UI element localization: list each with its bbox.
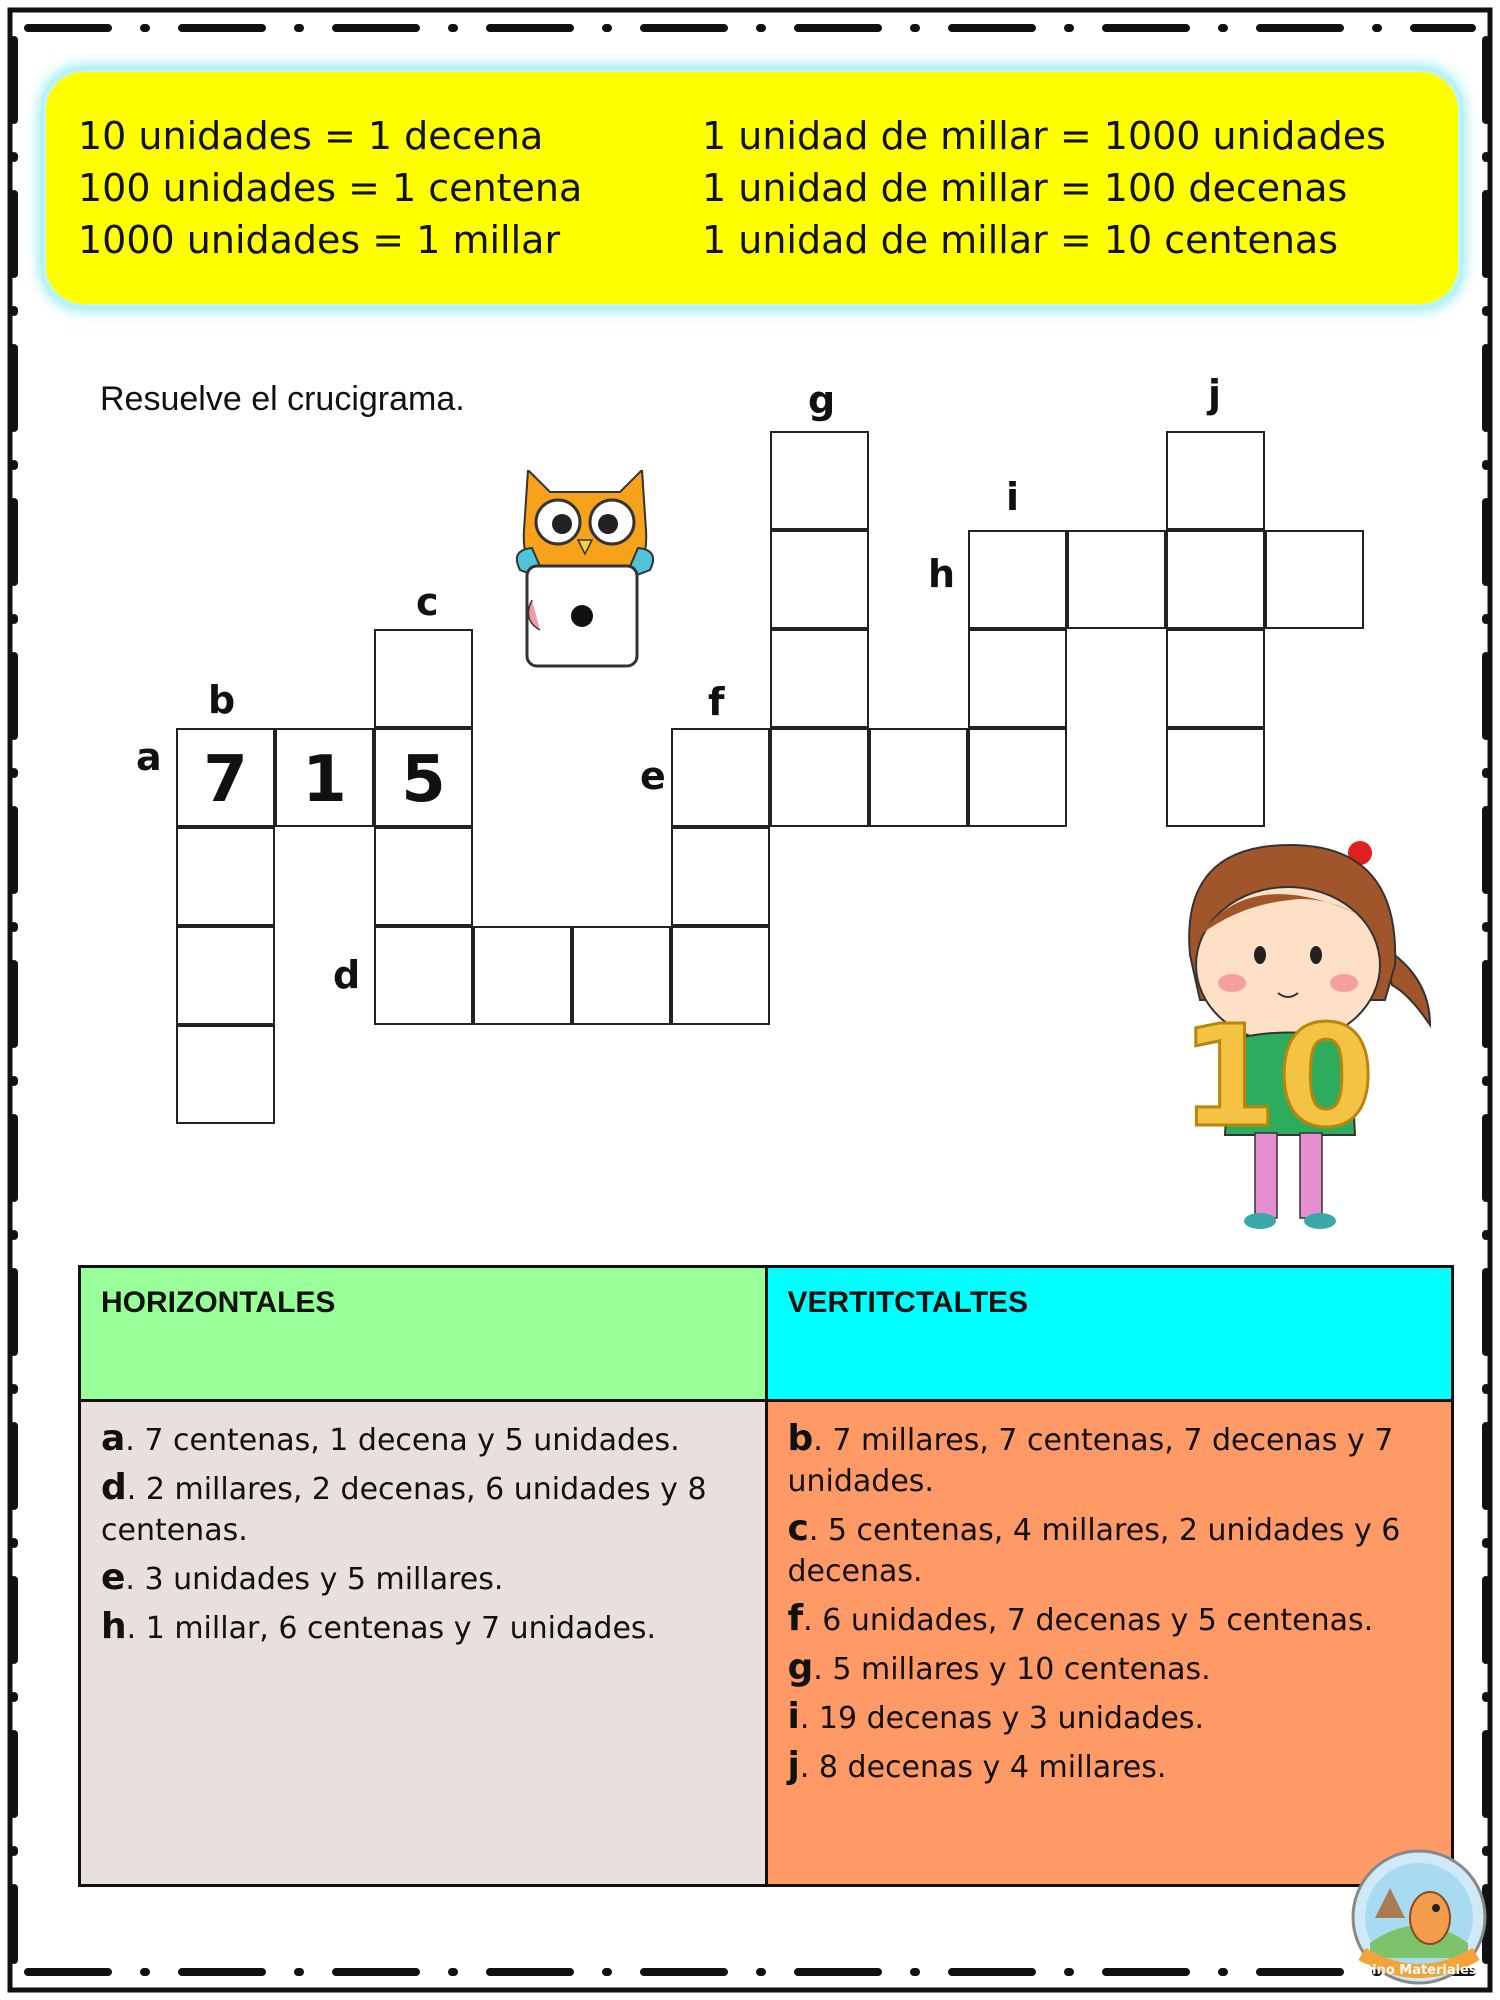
crossword-cell[interactable]	[968, 530, 1067, 629]
crossword-label-b: b	[208, 678, 236, 722]
clue-item	[101, 1557, 749, 1600]
crossword-filled-digit: 1	[302, 743, 347, 817]
crossword-cell[interactable]	[176, 926, 275, 1025]
crossword-label-a: a	[136, 735, 162, 779]
crossword-cell[interactable]	[1166, 728, 1265, 827]
crossword-label-d: d	[333, 953, 361, 997]
crossword-cell[interactable]	[671, 728, 770, 827]
girl-illustration	[1160, 825, 1440, 1235]
horizontal-clue-list	[101, 1418, 749, 1649]
clue-item	[101, 1418, 749, 1461]
horizontal-header-cell	[80, 1267, 767, 1401]
crossword-cell[interactable]	[770, 629, 869, 728]
crossword-label-g: g	[808, 378, 836, 422]
dino-materiales-logo	[1350, 1848, 1488, 1986]
clue-item	[101, 1467, 749, 1551]
clue-letter: h	[101, 1606, 127, 1647]
clue-letter: b	[787, 1418, 814, 1459]
vertical-header: VERTITCTALTES	[787, 1286, 1029, 1319]
clue-text: . 3 unidades y 5 millares.	[125, 1562, 504, 1597]
crossword-label-h: h	[928, 552, 956, 596]
crossword-cell[interactable]	[968, 629, 1067, 728]
equivalence-left-1: 10 unidades = 1 decena	[78, 114, 544, 158]
clue-item	[788, 1647, 1436, 1690]
crossword-cell[interactable]	[473, 926, 572, 1025]
equivalence-right-3: 1 unidad de millar = 10 centenas	[702, 218, 1338, 262]
clue-text: . 7 millares, 7 centenas, 7 decenas y 7 unidades.	[787, 1423, 1394, 1499]
crossword-cell[interactable]	[374, 629, 473, 728]
clue-letter: j	[787, 1745, 800, 1786]
instruction-text: Resuelve el crucigrama.	[100, 380, 465, 418]
crossword-cell[interactable]	[572, 926, 671, 1025]
crossword-cell[interactable]	[671, 827, 770, 926]
crossword-label-f: f	[708, 680, 725, 724]
clue-text: . 1 millar, 6 centenas y 7 unidades.	[126, 1611, 657, 1646]
clue-letter: g	[787, 1647, 814, 1688]
clue-item	[788, 1418, 1436, 1502]
clue-text: . 7 centenas, 1 decena y 5 unidades.	[125, 1423, 680, 1458]
clue-text: . 19 decenas y 3 unidades.	[799, 1701, 1205, 1736]
crossword-cell[interactable]	[770, 431, 869, 530]
equivalence-right-1: 1 unidad de millar = 1000 unidades	[702, 114, 1386, 158]
crossword-cell[interactable]	[671, 926, 770, 1025]
clue-text: . 5 millares y 10 centenas.	[813, 1652, 1211, 1687]
crossword-cell[interactable]	[869, 728, 968, 827]
crossword-cell[interactable]	[968, 728, 1067, 827]
clue-item	[788, 1696, 1436, 1739]
crossword-cell[interactable]	[1166, 431, 1265, 530]
crossword-cell[interactable]	[770, 728, 869, 827]
clue-text: . 6 unidades, 7 decenas y 5 centenas.	[803, 1603, 1374, 1638]
horizontal-clues-cell	[80, 1401, 767, 1886]
clue-item	[788, 1598, 1436, 1641]
crossword-cell[interactable]	[770, 530, 869, 629]
crossword-filled-digit: 5	[401, 743, 446, 817]
clue-text: . 5 centenas, 4 millares, 2 unidades y 6 decenas.	[787, 1513, 1401, 1589]
clues-table	[78, 1265, 1454, 1887]
clue-text: . 2 millares, 2 decenas, 6 unidades y 8 centenas.	[101, 1472, 707, 1548]
vertical-header-cell	[766, 1267, 1453, 1401]
crossword-label-c: c	[416, 580, 439, 624]
logo-text: Dino Materiales	[1361, 1963, 1477, 1978]
crossword-cell[interactable]	[1166, 530, 1265, 629]
clue-letter: c	[787, 1508, 809, 1549]
equivalence-right-2: 1 unidad de millar = 100 decenas	[702, 166, 1348, 210]
crossword-cell[interactable]	[374, 926, 473, 1025]
svg-text:10: 10	[1180, 996, 1375, 1159]
crossword-filled-digit: 7	[203, 743, 248, 817]
crossword-cell[interactable]	[1166, 629, 1265, 728]
crossword-cell[interactable]	[1067, 530, 1166, 629]
equivalence-left-3: 1000 unidades = 1 millar	[78, 218, 561, 262]
crossword-cell[interactable]	[176, 1025, 275, 1124]
crossword-cell[interactable]	[176, 827, 275, 926]
crossword-label-e: e	[640, 754, 666, 798]
vertical-clue-list	[788, 1418, 1436, 1788]
crossword-cell[interactable]	[1265, 530, 1364, 629]
clue-item	[788, 1745, 1436, 1788]
owl-illustration	[510, 470, 660, 675]
crossword-cell[interactable]	[374, 827, 473, 926]
clue-item	[788, 1508, 1436, 1592]
clue-text: . 8 decenas y 4 millares.	[799, 1750, 1167, 1785]
clue-letter: e	[101, 1557, 126, 1598]
clue-letter: d	[101, 1467, 127, 1508]
horizontal-header: HORIZONTALES	[101, 1286, 336, 1319]
crossword-label-i: i	[1006, 475, 1020, 519]
crossword-label-j: j	[1208, 372, 1222, 416]
clue-letter: f	[787, 1598, 804, 1639]
clue-letter: i	[787, 1696, 800, 1737]
vertical-clues-cell	[766, 1401, 1453, 1886]
clue-letter: a	[101, 1418, 126, 1459]
clue-item	[101, 1606, 749, 1649]
equivalence-left-2: 100 unidades = 1 centena	[78, 166, 583, 210]
